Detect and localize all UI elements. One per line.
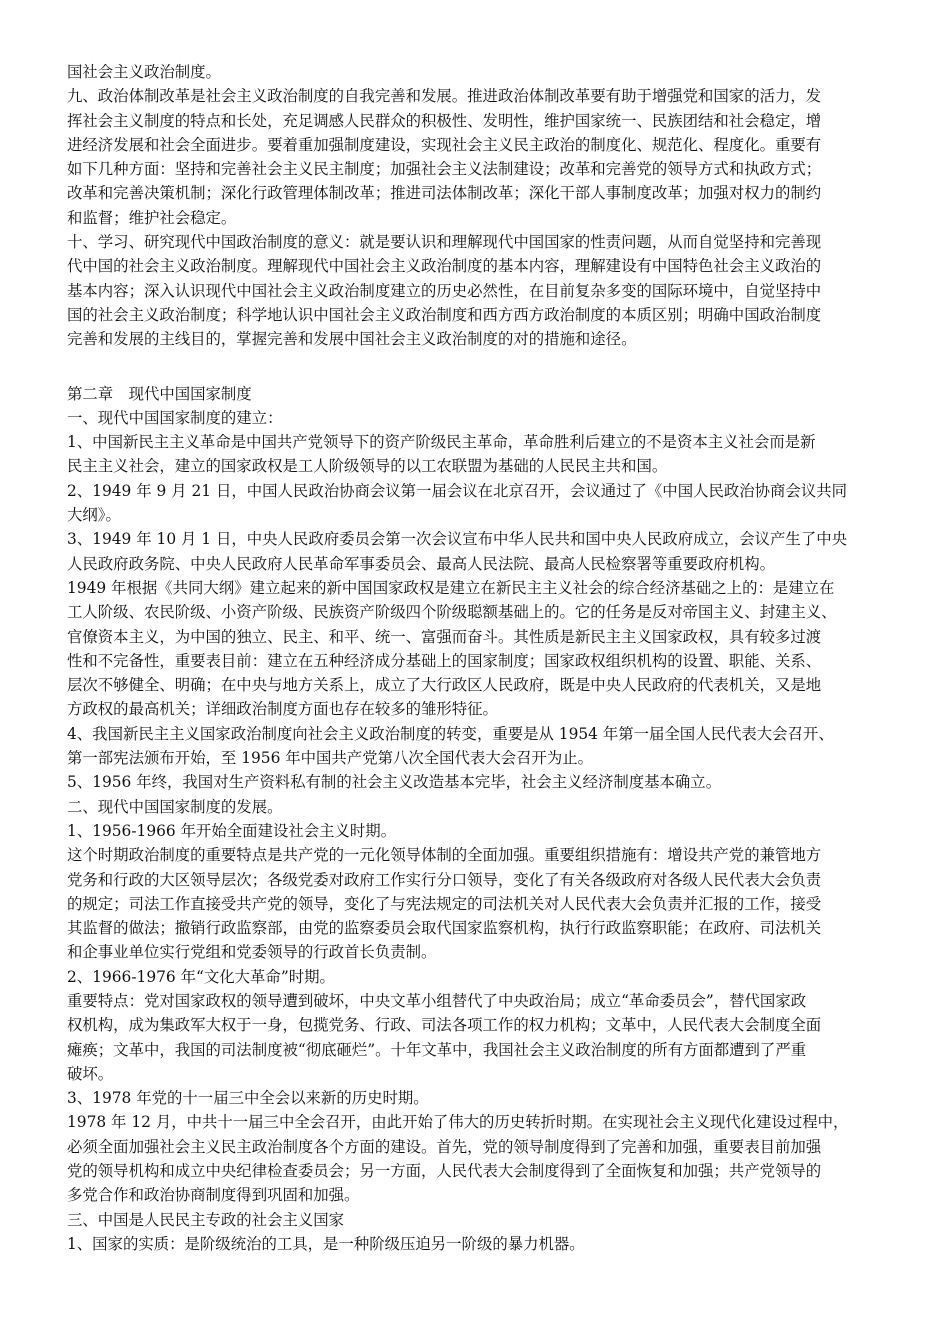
document-page <box>67 60 895 1256</box>
text-line: 如下几种方面：坚持和完善社会主义民主制度；加强社会主义法制建设；改革和完善党的领导方式和执政方式； <box>67 160 822 179</box>
text-line: 完善和发展的主线目的，掌握完善和发展中国社会主义政治制度的对的措施和途径。 <box>67 330 637 349</box>
text-line: 3、1978 年党的十一届三中全会以来新的历史时期。 <box>67 1089 429 1108</box>
text-line: 党的领导机构和成立中央纪律检查委员会；另一方面，人民代表大会制度得到了全面恢复和加强；共产党领导的 <box>67 1162 822 1181</box>
text-line: 挥社会主义制度的特点和长处，充足调感人民群众的积极性、发明性，维护国家统一、民族团结和社会稳定，增 <box>67 111 822 130</box>
text-line: 必须全面加强社会主义民主政治制度各个方面的建设。首先，党的领导制度得到了完善和加强，重要表目前加强 <box>67 1137 822 1156</box>
text-line: 方政权的最高机关；详细政治制度方面也存在较多的雏形特征。 <box>67 700 498 719</box>
text-line: 这个时期政治制度的重要特点是共产党的一元化领导体制的全面加强。重要组织措施有：增设共产党的兼管地方 <box>67 846 822 865</box>
text-line: 层次不够健全、明确；在中央与地方关系上，成立了大行政区人民政府，既是中央人民政府的代表机关，又是地 <box>67 676 822 695</box>
text-line: 改革和完善决策机制；深化行政管理体制改革；推进司法体制改革；深化干部人事制度改革；加强对权力的制约 <box>67 184 822 203</box>
text-line: 和企事业单位实行党组和党委领导的行政首长负责制。 <box>67 943 437 962</box>
text-line: 其监督的做法；撤销行政监察部，由党的监察委员会取代国家监察机构，执行行政监察职能；在政府、司法机关 <box>67 919 822 938</box>
text-line: 官僚资本主义，为中国的独立、民主、和平、统一、富强而奋斗。其性质是新民主主义国家政权，具有较多过渡 <box>67 627 822 646</box>
text-line: 2、1966-1976 年“文化大革命”时期。 <box>67 967 335 986</box>
text-line: 代中国的社会主义政治制度。理解现代中国社会主义政治制度的基本内容，理解建设有中国特色社会主义政治的 <box>67 257 822 276</box>
text-line: 大纲》。 <box>67 506 121 525</box>
text-line: 进经济发展和社会全面进步。要着重加强制度建设，实现社会主义民主政治的制度化、规范化、程度化。重要有 <box>67 135 822 154</box>
text-line: 国社会主义政治制度。 <box>67 63 221 81</box>
text-line: 的规定；司法工作直接受共产党的领导，变化了与宪法规定的司法机关对人民代表大会负责并汇报的工作，接受 <box>67 894 822 913</box>
text-line: 九、政治体制改革是社会主义政治制度的自我完善和发展。推进政治体制改革要有助于增强党和国家的活力，发 <box>67 87 822 106</box>
text-line: 多党合作和政治协商制度得到巩固和加强。 <box>67 1186 360 1205</box>
paragraph-gap <box>67 352 895 382</box>
text-line: 瘫痪；文革中，我国的司法制度被“彻底砸烂”。十年文革中，我国社会主义政治制度的所有方面都遭到了严重 <box>67 1040 807 1059</box>
text-line: 党务和行政的大区领导层次；各级党委对政府工作实行分口领导，变化了有关各级政府对各级人民代表大会负责 <box>67 870 822 889</box>
text-line: 4、我国新民主主义国家政治制度向社会主义政治制度的转变，重要是从 1954 年第一届全国人民代表大会召开、 <box>67 724 834 743</box>
text-line: 2、1949 年 9 月 21 日，中国人民政治协商会议第一届会议在北京召开，会议通过了《中国人民政治协商会议共同 <box>67 481 847 500</box>
text-line: 人民政府政务院、中央人民政府人民革命军事委员会、最高人民法院、最高人民检察署等重要政府机构。 <box>67 554 775 573</box>
text-line: 3、1949 年 10 月 1 日，中央人民政府委员会第一次会议宣布中华人民共和国中央人民政府成立，会议产生了中央 <box>67 530 847 549</box>
text-line: 1949 年根据《共同大纲》建立起来的新中国国家政权是建立在新民主主义社会的综合经济基础之上的：是建立在 <box>67 578 835 597</box>
text-line: 第二章 现代中国国家制度 <box>67 384 252 403</box>
text-line: 权机构，成为集政军大权于一身，包揽党务、行政、司法各项工作的权力机构；文革中，人民代表大会制度全面 <box>67 1016 822 1035</box>
text-line: 5、1956 年终，我国对生产资料私有制的社会主义改造基本完毕，社会主义经济制度基本确立。 <box>67 773 722 792</box>
text-line: 性和不完备性，重要表目前：建立在五种经济成分基础上的国家制度；国家政权组织机构的设置、职能、关系、 <box>67 651 822 670</box>
text-line: 基本内容；深入认识现代中国社会主义政治制度建立的历史必然性，在目前复杂多变的国际环境中，自觉坚持中 <box>67 281 822 300</box>
text-line: 工人阶级、农民阶级、小资产阶级、民族资产阶级四个阶级聪额基础上的。它的任务是反对帝国主义、封建主义、 <box>67 603 837 622</box>
text-line: 1978 年 12 月，中共十一届三中全会召开，由此开始了伟大的历史转折时期。在实现社会主义现代化建设过程中， <box>67 1113 849 1132</box>
text-line: 二、现代中国国家制度的发展。 <box>67 797 283 816</box>
text-line: 民主主义社会，建立的国家政权是工人阶级领导的以工农联盟为基础的人民民主共和国。 <box>67 457 668 476</box>
text-line: 国的社会主义政治制度；科学地认识中国社会主义政治制度和西方西方政治制度的本质区别；明确中国政治制度 <box>67 305 822 324</box>
text-line: 一、现代中国国家制度的建立： <box>67 408 283 427</box>
text-line: 和监督；维护社会稳定。 <box>67 208 237 227</box>
text-line: 1、国家的实质：是阶级统治的工具，是一种阶级压迫另一阶级的暴力机器。 <box>67 1234 585 1253</box>
text-line: 破坏。 <box>67 1064 114 1083</box>
text-line: 第一部宪法颁布开始，至 1956 年中国共产党第八次全国代表大会召开为止。 <box>67 749 594 768</box>
text-line: 三、中国是人民民主专政的社会主义国家 <box>67 1210 345 1229</box>
text-line: 1、中国新民主主义革命是中国共产党领导下的资产阶级民主革命，革命胜利后建立的不是资本主义社会而是新 <box>67 433 816 452</box>
text-line: 1、1956-1966 年开始全面建设社会主义时期。 <box>67 821 397 840</box>
text-line: 十、学习、研究现代中国政治制度的意义：就是要认识和理解现代中国国家的性责问题，从而自觉坚持和完善现 <box>67 233 822 252</box>
text-line: 重要特点：党对国家政权的领导遭到破坏，中央文革小组替代了中央政治局；成立“革命委员会”，替代国家政 <box>67 991 807 1010</box>
